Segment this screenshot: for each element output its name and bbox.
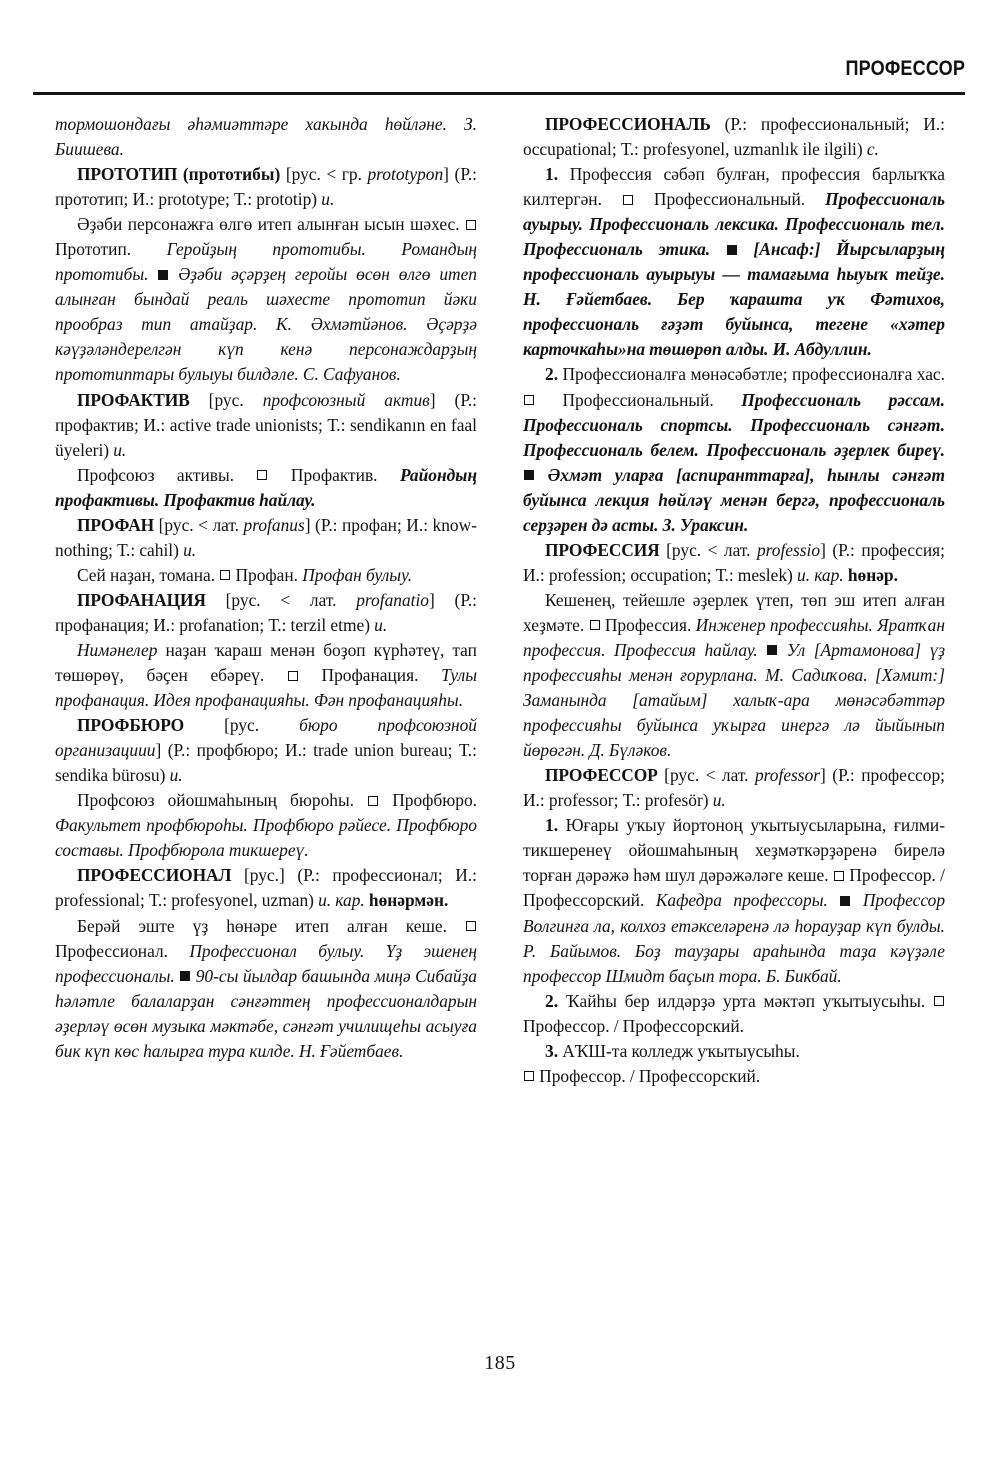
column-right — [523, 112, 945, 1327]
entry-prototip-body — [55, 212, 477, 387]
examples: Факультет профбюроһы. Профбюро рәйесе. Профбюро составы. Профбюрола тикшереү. — [55, 815, 477, 861]
open-square-marker-icon — [288, 671, 298, 681]
definition-text: Берәй эште үҙ һөнәре итеп алған кеше. — [77, 915, 447, 936]
entry-profan-body — [55, 563, 477, 588]
entry-professiya-body — [523, 588, 945, 763]
sense-number: 2. — [545, 990, 559, 1011]
column-left — [55, 112, 477, 1327]
entry-professiya-head — [523, 538, 945, 588]
translations: (Р.: профессия; И.: profession; occupation; Т.: meslek) — [523, 539, 946, 585]
entry-profanatsiya-body — [55, 638, 477, 713]
definition-text: Ҡайһы бер илдәрҙә урта мәктәп уҡытыусыһы. — [565, 990, 926, 1011]
grammar-label: и. — [113, 439, 127, 460]
headword: ПРОФАНАЦИЯ — [77, 589, 206, 610]
etymology: [рус.] — [243, 865, 285, 886]
open-square-marker-icon — [623, 195, 633, 205]
definition-text: Профессионалға мөнәсәбәтле; профессионалға хас. — [562, 364, 945, 385]
examples: Профессионал булыу. Үҙ эшенең профессионалы. — [55, 940, 477, 986]
cross-reference-target[interactable]: һөнәр. — [847, 564, 898, 585]
headword: ПРОФЕССИЯ — [545, 539, 660, 560]
translations: (Р.: профактив; И.: active trade unionists; Т.: sendikanın en faal üyeleri) — [55, 389, 477, 460]
grammar-label: и. — [318, 890, 332, 911]
running-header — [33, 58, 965, 80]
etymology: [рус. < лат. profanatio] — [225, 589, 435, 610]
translations: (Р.: профанация; И.: profanation; Т.: terzil etme) — [55, 589, 478, 635]
russian-gloss: Профессор. / Профессорский. — [539, 1065, 761, 1086]
grammar-label: и. — [321, 189, 335, 210]
entry-prototip-head — [55, 162, 477, 212]
definition-text: Юғары уҡыу йортоноң уҡытыусыларына, ғилми-тикшеренеү ойошмаһының хеҙмәткәрҙәренә бирелә торған дәрәжә һәм шул дәрәжәләге кеше. — [523, 815, 945, 886]
definition-text: наҙан ҡараш менән боҙоп күрһәтеү, тап төшөрөү, бәҫен ебәреү. — [55, 639, 477, 686]
citations: [Ансаф:] Йырсыларҙың профессиональ ауырыуы — тамағыма һыуыҡ тейҙе. Н. Ғәйетбаев. Бер ҡарашта уҡ Фәтихов, профессиональ ғәҙәт буйынса, тегене «хәтер карточкаһы»на төшөрөп алды. И. Абдуллин. — [523, 239, 945, 360]
definition-text: Сей наҙан, томана. — [77, 564, 216, 585]
etymology: [рус. профсоюзный актив] — [208, 389, 436, 410]
examples: Профан булыу. — [302, 564, 413, 585]
sense-1 — [523, 162, 945, 362]
open-square-marker-icon — [368, 796, 378, 806]
grammar-label: и. — [169, 765, 183, 786]
sense-2 — [523, 362, 945, 537]
open-square-marker-icon — [466, 220, 476, 230]
citations: Әхмәт уларға [аспиранттарға], һынлы сәнғәт буйынса лекция һөйләү менән бергә, профессиональ серҙәрен дә асты. З. Ураксин. — [523, 464, 945, 535]
translations: (Р.: профессиональный; И.: occupational; Т.: profesyonel, uzmanlık ile ilgili) — [523, 114, 945, 160]
open-square-marker-icon — [834, 871, 844, 881]
citation-text: тормошондағы әһәмиәттәре хакында һөйләне. З. Биишева. — [55, 114, 477, 160]
entry-professional-adj-head — [523, 112, 945, 162]
headword: ПРОФЕССОР — [545, 765, 658, 786]
etymology: [рус. < гр. prototypon] — [285, 164, 449, 185]
filled-square-marker-icon — [158, 270, 168, 280]
sense-number: 2. — [545, 364, 559, 385]
definition-text: Профессия сәбәп булған, профессия барлыҡҡа килтергән. — [523, 164, 945, 210]
examples: Профессиональ рәссам. Профессиональ спортсы. Профессиональ сәнғәт. Профессиональ белем. Профессиональ әҙерлек биреү. — [523, 389, 945, 460]
translations: (Р.: прототип; И.: prototype; Т.: prototip) — [55, 164, 477, 210]
cross-reference-target[interactable]: һөнәрмән. — [368, 890, 449, 911]
definition-text: Кешенең, тейешле әҙерлек үтеп, төп эш итеп алған хеҙмәте. — [523, 589, 945, 635]
definition-text: Профсоюз ойошмаһының бюроһы. — [77, 790, 355, 811]
open-square-marker-icon — [466, 921, 476, 931]
open-square-marker-icon — [524, 395, 534, 405]
grammar-label: с. — [866, 139, 879, 160]
entry-profaktiv-head — [55, 388, 477, 463]
citations: Әҙәби әҫәрҙең геройы өсөн өлгө итеп алынған бындай реаль шәхесте прототип йәки прообраз тип атайҙар. К. Әхмәтйәнов. Әҫәрҙә кәүҙәләндерелгән күп кенә персонаждарҙың прототиптары булыуы билдәле. С. Сафуанов. — [55, 264, 477, 385]
entry-profbyuro-body — [55, 788, 477, 863]
page-number: 185 — [484, 1352, 516, 1374]
filled-square-marker-icon — [524, 470, 534, 480]
sense-number: 1. — [545, 815, 559, 836]
open-square-marker-icon — [257, 470, 267, 480]
russian-gloss: Профессионал. — [55, 940, 169, 961]
examples: Инженер профессияһы. Яратҡан профессия. Профессия һайлау. — [523, 614, 945, 660]
headword-inflection: (прототибы) — [182, 164, 281, 185]
definition-lead: Нимәнелер — [77, 639, 158, 660]
translations: (Р.: профбюро; И.: trade union bureau; Т.: sendika bürosu) — [55, 740, 477, 786]
sense-3-gloss — [523, 1064, 945, 1089]
open-square-marker-icon — [590, 620, 600, 630]
definition-text: АҠШ-та колледж уҡытыусыһы. — [562, 1040, 800, 1061]
entry-professional-body — [55, 914, 477, 1064]
russian-gloss: Прототип. — [55, 239, 132, 260]
grammar-label: и. — [374, 614, 388, 635]
filled-square-marker-icon — [180, 971, 190, 981]
filled-square-marker-icon — [840, 896, 850, 906]
russian-gloss: Профессор. / Профессорский. — [523, 1015, 744, 1036]
definition-text: Профсоюз активы. — [77, 464, 235, 485]
running-head-word: ПРОФЕССОР — [845, 57, 965, 80]
russian-gloss: Профессор. / Профессорский. — [523, 865, 945, 911]
headword: ПРОФАКТИВ — [77, 389, 190, 410]
examples: Профессиональ ауырыу. Профессиональ лексика. Профессиональ тел. Профессиональ этика. — [523, 189, 946, 260]
entry-professor-head — [523, 763, 945, 813]
etymology: [рус. < лат. professio] — [666, 539, 826, 560]
etymology: [рус. < лат. profanus] — [158, 514, 311, 535]
grammar-label: и. — [797, 564, 811, 585]
translations: (Р.: профан; И.: know-nothing; Т.: cahil) — [55, 514, 477, 560]
cross-reference-label: кар. — [335, 890, 365, 911]
entry-profaktiv-body — [55, 463, 477, 513]
russian-gloss: Профессиональный. — [653, 189, 806, 210]
sense-2 — [523, 989, 945, 1039]
entry-continuation — [55, 112, 477, 162]
etymology: [рус. бюро профсоюзной организациии] — [55, 715, 477, 761]
russian-gloss: Профан. — [235, 564, 299, 585]
cross-reference-label: кар. — [814, 564, 844, 585]
headword: ПРОФЕССИОНАЛЬ — [545, 114, 711, 134]
translations: (Р.: профессионал; И.: professional; Т.: profesyonel, uzman) — [55, 865, 477, 911]
russian-gloss: Профактив. — [290, 464, 378, 485]
filled-square-marker-icon — [727, 245, 737, 255]
citations: Профессор Волгинға ла, колхоз етәкселәренә лә һорауҙар күп булды. Р. Байымов. Боҙ тауҙары араһында таҙа кәүҙәле профессор Шмидт баҫып тора. Б. Бикбай. — [523, 890, 946, 986]
sense-number: 1. — [545, 164, 559, 185]
filled-square-marker-icon — [767, 645, 777, 655]
sense-3 — [523, 1039, 945, 1064]
russian-gloss: Профбюро. — [392, 790, 477, 811]
examples: Тулы профанация. Идея профанацияһы. Фән профанацияһы. — [55, 665, 478, 711]
headword: ПРОФАН — [77, 514, 155, 535]
citations: Ул [Артамонова] үҙ профессияһы менән ғорурлана. М. Садиҡова. [Хәмит:] Заманында [атайым] халыҡ-ара мөнәсәбәттәр профессияһы буйынса уҡырға инергә лә йыйынып йөрөгән. Д. Бүләков. — [523, 639, 946, 761]
definition-text: Әҙәби персонажға өлгө итеп алынған ысын шәхес. — [77, 214, 460, 235]
etymology: [рус. < лат. professor] — [664, 765, 826, 786]
grammar-label: и. — [183, 539, 197, 560]
headword: ПРОТОТИП — [77, 164, 178, 185]
translations: (Р.: профессор; И.: professor; Т.: profesör) — [523, 765, 945, 811]
grammar-label: и. — [712, 790, 726, 811]
sense-number: 3. — [545, 1040, 559, 1061]
russian-gloss: Профессиональный. — [562, 389, 714, 410]
headword: ПРОФБЮРО — [77, 715, 185, 736]
entry-profan-head — [55, 513, 477, 563]
two-column-body — [55, 112, 945, 1327]
open-square-marker-icon — [524, 1071, 534, 1081]
entry-profbyuro-head — [55, 713, 477, 788]
examples: Кафедра профессоры. — [655, 890, 828, 911]
open-square-marker-icon — [220, 570, 230, 580]
russian-gloss: Профессия. — [604, 614, 692, 635]
sense-1 — [523, 813, 945, 988]
headword: ПРОФЕССИОНАЛ — [77, 865, 232, 886]
entry-profanatsiya-head — [55, 588, 477, 638]
citations: 90-сы йылдар башында миңә Сибайҙа һәләтле балаларҙан сәнғәттең профессионалдарын әҙерләү өсөн музыка мәктәбе, сәнғәт училищеһы асыуға бик күп көс һалырға тура килде. Н. Ғәйетбаев. — [55, 965, 477, 1061]
examples: Райондың профактивы. Профактив һайлау. — [55, 464, 477, 510]
russian-gloss: Профанация. — [321, 665, 419, 686]
header-rule — [33, 92, 965, 95]
open-square-marker-icon — [934, 996, 944, 1006]
examples: Геройҙың прототибы. Романдың прототибы. — [55, 239, 477, 285]
entry-professional-head — [55, 863, 477, 913]
